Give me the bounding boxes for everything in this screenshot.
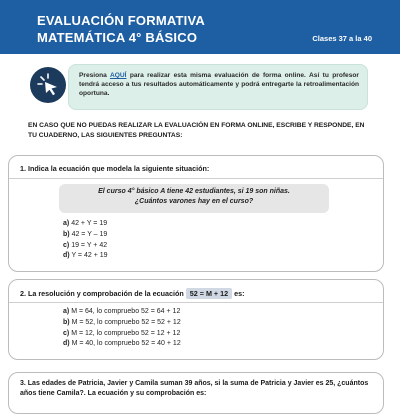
divider bbox=[9, 302, 383, 303]
header-banner bbox=[0, 0, 400, 54]
page-title-line1: EVALUACIÓN FORMATIVA bbox=[37, 13, 205, 28]
option-a[interactable]: a) 42 + Y = 19 bbox=[63, 220, 108, 227]
notice-prefix: Presiona bbox=[79, 72, 107, 79]
notice-text bbox=[79, 71, 359, 98]
question-1 bbox=[8, 155, 384, 272]
instructions-text: EN CASO QUE NO PUEDAS REALIZAR LA EVALUACIÓN EN FORMA ONLINE, ESCRIBE Y RESPONDE, EN TU CUADERNO, LAS SIGUIENTES PREGUNTAS: bbox=[28, 122, 365, 139]
online-notice bbox=[28, 64, 370, 110]
situation-box bbox=[59, 184, 329, 213]
question-2-title: 2. La resolución y comprobación de la ecuación 52 = M + 12 es: bbox=[20, 289, 245, 298]
equation-highlight: 52 = M + 12 bbox=[186, 288, 232, 299]
situation-line2: ¿Cuántos varones hay en el curso? bbox=[134, 198, 254, 205]
question-1-title: 1. Indica la ecuación que modela la siguiente situación: bbox=[20, 164, 210, 173]
question-2-options bbox=[63, 307, 181, 350]
option-a[interactable]: a) M = 64, lo compruebo 52 = 64 + 12 bbox=[63, 308, 181, 315]
page-title-line2: MATEMÁTICA 4° BÁSICO bbox=[37, 30, 198, 45]
divider bbox=[9, 178, 383, 179]
question-1-options bbox=[63, 219, 108, 262]
notice-body: para realizar esta misma evaluación de forma online. Así tu profesor tendrá acceso a tus resultados automáticamente y podrá entregarte la retroalimentación oportuna. bbox=[79, 72, 359, 97]
classes-label: Clases 37 a la 40 bbox=[312, 34, 372, 43]
option-d[interactable]: d) M = 40, lo compruebo 52 = 40 + 12 bbox=[63, 340, 181, 348]
online-evaluation-link[interactable]: AQUÍ bbox=[109, 72, 127, 79]
notice-bubble bbox=[68, 64, 368, 110]
option-c[interactable]: c) 19 = Y + 42 bbox=[63, 241, 108, 249]
question-3 bbox=[8, 372, 384, 414]
situation-line1: El curso 4° básico A tiene 42 estudiantes, si 19 son niñas. bbox=[98, 188, 290, 195]
option-c[interactable]: c) M = 12, lo compruebo 52 = 12 + 12 bbox=[63, 329, 181, 337]
option-b[interactable]: b) 42 = Y – 19 bbox=[63, 230, 108, 238]
option-b[interactable]: b) M = 52, lo compruebo 52 = 52 + 12 bbox=[63, 318, 181, 326]
question-2 bbox=[8, 279, 384, 360]
cursor-click-icon bbox=[30, 67, 66, 103]
question-3-title: 3. Las edades de Patricia, Javier y Camila suman 39 años, si la suma de Patricia y Javier es 25, ¿cuántos años tiene Camila?. La ecuación y su comprobación es: bbox=[20, 380, 369, 397]
option-d[interactable]: d) Y = 42 + 19 bbox=[63, 252, 108, 260]
